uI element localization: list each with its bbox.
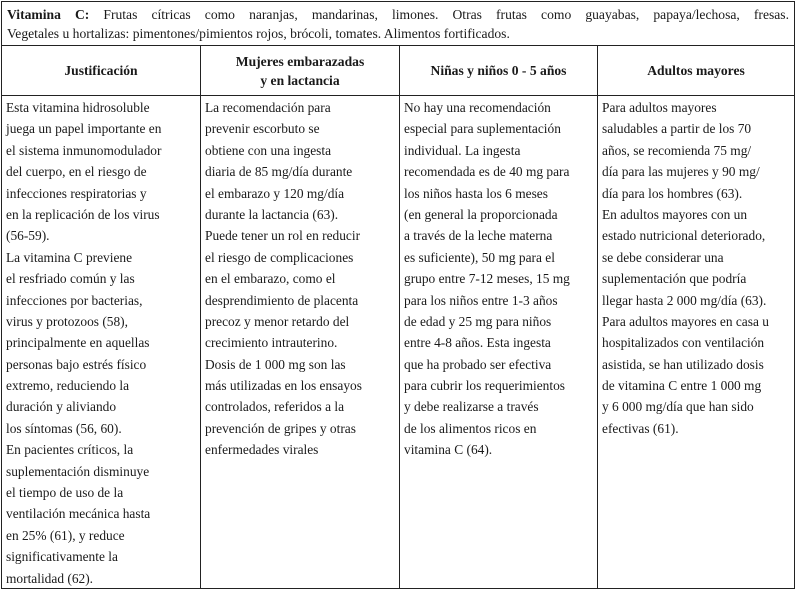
cell-text-line: para los niños entre 1-3 años (404, 292, 558, 308)
cell-text-line: personas bajo estrés físico (6, 356, 147, 372)
cell-text-line: La vitamina C previene (6, 249, 133, 265)
cell-text-line: de vitamina C entre 1 000 mg (602, 378, 762, 394)
table-header-box (2, 2, 794, 46)
cell-mujeres (200, 96, 399, 588)
cell-text-line: años, se recomienda 75 mg/ (602, 142, 752, 158)
cell-text-line: desprendimiento de placenta (205, 292, 359, 308)
cell-text-line: efectivas (61). (602, 420, 679, 436)
cell-text-line: juega un papel importante en (6, 121, 162, 137)
cell-text-line: Para adultos mayores (602, 100, 717, 115)
cell-text-line: más utilizadas en los ensayos (205, 378, 362, 394)
cell-text-line: para cubrir los requerimientos (404, 378, 566, 394)
cell-text-line: obtiene con una ingesta (205, 142, 332, 158)
cell-text-line: infecciones por bacterias, (6, 292, 143, 308)
cell-text-line: prevenir escorbuto se (205, 121, 320, 137)
cell-text-line: Esta vitamina hidrosoluble (6, 100, 150, 115)
cell-text-line: los niños hasta los 6 meses (404, 185, 548, 201)
cell-text-line: (56-59). (6, 228, 50, 244)
cell-ninos (399, 96, 597, 588)
food-sources-line-1 (7, 6, 789, 25)
cell-text-line: (en general la proporcionada (404, 206, 558, 222)
cell-text-line: el embarazo y 120 mg/día (205, 185, 345, 201)
heading-line: Mujeres embarazadas (235, 53, 365, 69)
cell-text-line: llegar hasta 2 000 mg/día (63). (602, 292, 767, 308)
cell-text-line: grupo entre 7-12 meses, 15 mg (404, 271, 570, 287)
column-heading-justificacion (2, 46, 200, 95)
column-heading-ninos (399, 46, 597, 95)
vitamin-c-table (1, 1, 795, 589)
cell-text-line: especial para suplementación (404, 121, 561, 137)
cell-text-line: saludables a partir de los 70 (602, 121, 752, 137)
cell-text-line: en el embarazo, como el (205, 271, 336, 287)
cell-text-line: extremo, reduciendo la (6, 378, 130, 394)
cell-text-line: del cuerpo, en el riesgo de (6, 164, 147, 180)
cell-text-line: En adultos mayores con un (602, 206, 748, 222)
cell-text-line: enfermedades virales (205, 442, 319, 458)
cell-text-line: vitamina C (64). (404, 442, 493, 458)
cell-text-line: asistida, se han utilizado dosis (602, 356, 764, 372)
cell-text-line: el sistema inmunomodulador (6, 142, 162, 158)
cell-text-line: controlados, referidos a la (205, 399, 345, 415)
cell-justificacion (2, 96, 200, 588)
cell-text-line: día para las mujeres y 90 mg/ (602, 164, 760, 180)
food-sources-text-1: Frutas cítricas como naranjas, mandarinas, limones. Otras frutas como guayabas, papaya/lechosa, fresas. (103, 7, 789, 22)
cell-text-line: diaria de 85 mg/día durante (205, 164, 353, 180)
heading-line: Justificación (64, 63, 138, 78)
cell-text-line: prevención de gripes y otras (205, 420, 356, 436)
cell-text-line: es suficiente), 50 mg para el (404, 249, 555, 265)
cell-text-line: suplementación disminuye (6, 463, 150, 479)
food-sources-line-2: Vegetales u hortalizas: pimentones/pimientos rojos, brócoli, tomates. Alimentos fortificados. (7, 25, 510, 41)
cell-text-line: durante la lactancia (63). (205, 206, 339, 222)
cell-text-line: virus y protozoos (58), (6, 313, 128, 329)
cell-text-line: los síntomas (56, 60). (6, 420, 122, 436)
heading-line: Niñas y niños 0 - 5 años (430, 63, 567, 78)
cell-text-line: mortalidad (62). (6, 570, 94, 586)
table-body-row (2, 96, 794, 588)
cell-text-line: se debe considerar una (602, 249, 724, 265)
cell-text-line: día para los hombres (63). (602, 185, 743, 201)
cell-text-line: de edad y 25 mg para niños (404, 313, 552, 329)
cell-text-line: No hay una recomendación (404, 100, 551, 115)
column-heading-adultos-mayores (597, 46, 794, 95)
cell-text-line: en la replicación de los virus (6, 206, 160, 222)
cell-adultos-mayores (597, 96, 794, 588)
cell-text-line: Dosis de 1 000 mg son las (205, 356, 346, 372)
cell-text-line: de los alimentos ricos en (404, 420, 537, 436)
cell-text-line: Puede tener un rol en reducir (205, 228, 361, 244)
cell-text-line: a través de la leche materna (404, 228, 553, 244)
cell-text-line: en 25% (61), y reduce (6, 527, 125, 543)
cell-text-line: hospitalizados con ventilación (602, 335, 765, 351)
cell-text-line: suplementación que podría (602, 271, 747, 287)
cell-text-line: significativamente la (6, 549, 118, 565)
cell-text-line: infecciones respiratorias y (6, 185, 147, 201)
cell-text-line: Para adultos mayores en casa u (602, 313, 769, 329)
cell-text-line: estado nutricional deteriorado, (602, 228, 766, 244)
heading-line: Adultos mayores (647, 63, 745, 78)
heading-line: y en lactancia (260, 72, 340, 88)
cell-text-line: En pacientes críticos, la (6, 442, 134, 458)
column-headings-row (2, 46, 794, 96)
cell-text-line: duración y aliviando (6, 399, 117, 415)
cell-text-line: y 6 000 mg/día que han sido (602, 399, 754, 415)
cell-text-line: precoz y menor retardo del (205, 313, 350, 329)
cell-text-line: y debe realizarse a través (404, 399, 539, 415)
cell-text-line: que ha probado ser efectiva (404, 356, 552, 372)
cell-text-line: el tiempo de uso de la (6, 485, 124, 501)
cell-text-line: La recomendación para (205, 100, 331, 115)
vitamin-label: Vitamina C: (7, 7, 90, 22)
cell-text-line: recomendada es de 40 mg para (404, 164, 570, 180)
cell-text-line: crecimiento intrauterino. (205, 335, 338, 351)
cell-text-line: el resfriado común y las (6, 271, 135, 287)
cell-text-line: el riesgo de complicaciones (205, 249, 354, 265)
cell-text-line: individual. La ingesta (404, 142, 521, 158)
cell-text-line: ventilación mecánica hasta (6, 506, 151, 522)
column-heading-mujeres (200, 46, 399, 95)
cell-text-line: principalmente en aquellas (6, 335, 150, 351)
cell-text-line: entre 4-8 años. Esta ingesta (404, 335, 551, 351)
